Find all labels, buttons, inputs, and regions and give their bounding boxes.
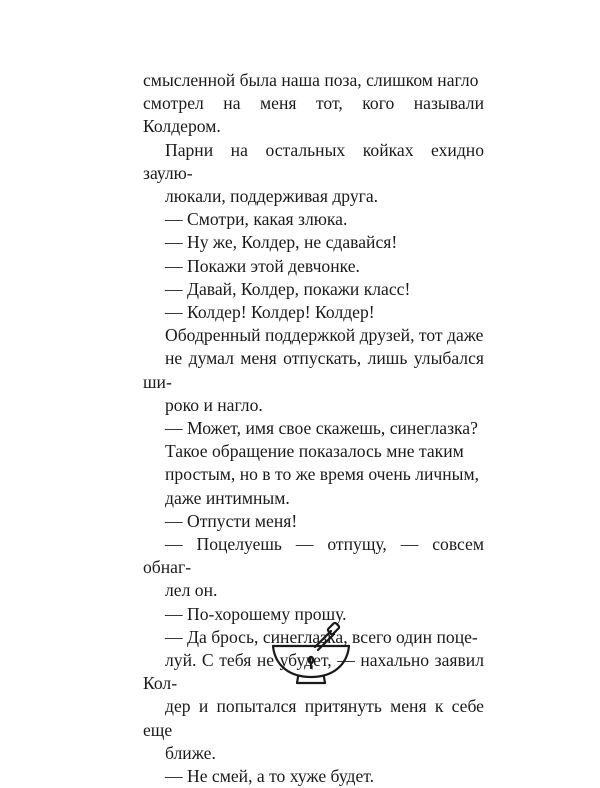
paragraph bbox=[143, 765, 484, 788]
mortar-and-pestle-icon bbox=[268, 617, 354, 691]
text-line: — По-хорошему прошу. bbox=[165, 603, 347, 624]
paragraph bbox=[143, 324, 484, 417]
paragraph bbox=[143, 301, 484, 324]
text-line: — Не смей, а то хуже будет. bbox=[165, 766, 375, 787]
paragraph bbox=[143, 510, 484, 533]
text-line: смысленной была наша поза, слишком нагло bbox=[143, 70, 479, 90]
text-line: не думал меня отпускать, лишь улыбался ши- bbox=[143, 348, 484, 392]
text-line: луй. С тебя не убудет, — нахально заявил Кол- bbox=[143, 650, 484, 694]
paragraph bbox=[143, 278, 484, 301]
text-line: роко и нагло. bbox=[165, 394, 263, 415]
text-line: — Поцелуешь — отпущу, — совсем обнаг- bbox=[143, 534, 484, 578]
text-line: смотрел на меня тот, кого называли Колдером. bbox=[143, 93, 484, 137]
text-line: — Покажи этой девчонке. bbox=[165, 255, 360, 276]
text-line: ближе. bbox=[165, 742, 216, 763]
text-line: — Да брось, синеглазка, всего один поце- bbox=[165, 626, 478, 647]
paragraph bbox=[143, 440, 484, 510]
text-line: — Отпусти меня! bbox=[165, 510, 298, 531]
text-line: лел он. bbox=[165, 580, 218, 601]
text-line: Ободренный поддержкой друзей, тот даже bbox=[165, 325, 484, 346]
text-line: Такое обращение показалось мне таким bbox=[165, 441, 464, 462]
paragraph bbox=[143, 231, 484, 254]
paragraph bbox=[143, 255, 484, 278]
text-line: дер и попытался притянуть меня к себе еще bbox=[143, 696, 484, 740]
paragraph bbox=[143, 417, 484, 440]
text-line: — Может, имя свое скажешь, синеглазка? bbox=[165, 418, 478, 439]
paragraph bbox=[143, 533, 484, 603]
text-line: простым, но в то же время очень личным, bbox=[165, 464, 479, 485]
text-line: — Колдер! Колдер! Колдер! bbox=[165, 302, 375, 323]
text-line: Парни на остальных койках ехидно заулю- bbox=[143, 139, 484, 183]
text-line: люкали, поддерживая друга. bbox=[165, 186, 379, 207]
text-line: даже интимным. bbox=[165, 487, 290, 508]
paragraph bbox=[143, 208, 484, 231]
paragraph bbox=[143, 139, 484, 209]
text-line: — Смотри, какая злюка. bbox=[165, 209, 348, 230]
paragraph bbox=[143, 69, 484, 139]
text-line: — Ну же, Колдер, не сдавайся! bbox=[165, 232, 398, 253]
text-line: — Давай, Колдер, покажи класс! bbox=[165, 278, 411, 299]
